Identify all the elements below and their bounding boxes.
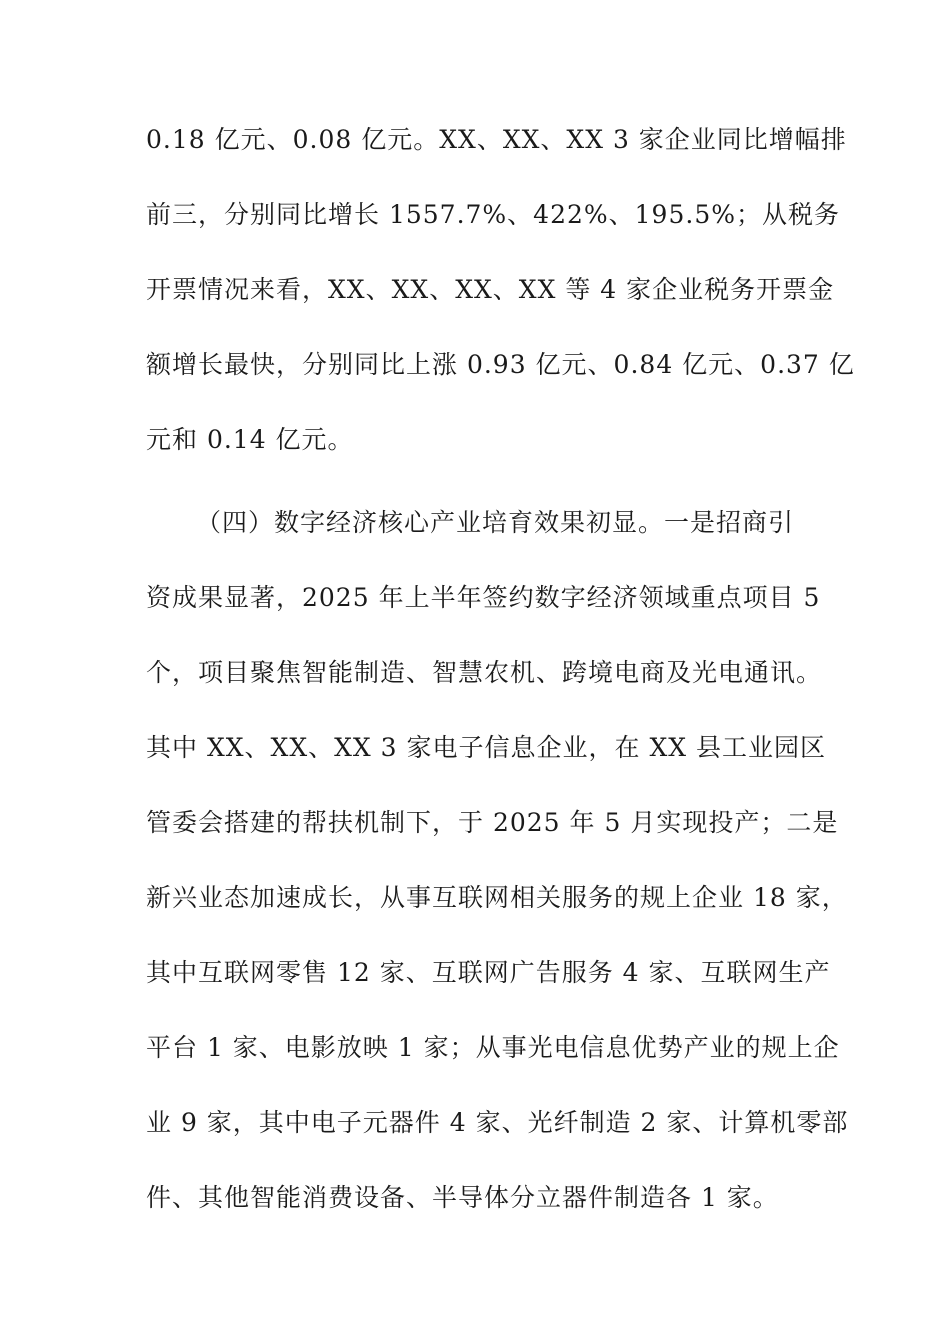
text-line: 资成果显著，2025 年上半年签约数字经济领域重点项目 5	[146, 583, 821, 612]
text-line: 业 9 家，其中电子元器件 4 家、光纤制造 2 家、计算机零部	[146, 1108, 849, 1137]
text-line: 新兴业态加速成长，从事互联网相关服务的规上企业 18 家，	[146, 883, 848, 912]
text-line: 前三，分别同比增长 1557.7%、422%、195.5%；从税务	[146, 200, 840, 229]
text-line: 平台 1 家、电影放映 1 家；从事光电信息优势产业的规上企	[146, 1033, 840, 1062]
text-line: 个，项目聚焦智能制造、智慧农机、跨境电商及光电通讯。	[146, 658, 823, 687]
text-line: 0.18 亿元、0.08 亿元。XX、XX、XX 3 家企业同比增幅排	[146, 125, 847, 154]
text-line: 其中互联网零售 12 家、互联网广告服务 4 家、互联网生产	[146, 958, 831, 987]
text-line: 管委会搭建的帮扶机制下，于 2025 年 5 月实现投产；二是	[146, 808, 839, 837]
text-line: 件、其他智能消费设备、半导体分立器件制造各 1 家。	[146, 1183, 779, 1212]
text-line: 其中 XX、XX、XX 3 家电子信息企业，在 XX 县工业园区	[146, 733, 827, 762]
text-line: 元和 0.14 亿元。	[146, 425, 354, 454]
text-line: 额增长最快，分别同比上涨 0.93 亿元、0.84 亿元、0.37 亿	[146, 350, 855, 379]
text-line: （四）数字经济核心产业培育效果初显。一是招商引	[196, 508, 795, 537]
text-line: 开票情况来看，XX、XX、XX、XX 等 4 家企业税务开票金	[146, 275, 835, 304]
